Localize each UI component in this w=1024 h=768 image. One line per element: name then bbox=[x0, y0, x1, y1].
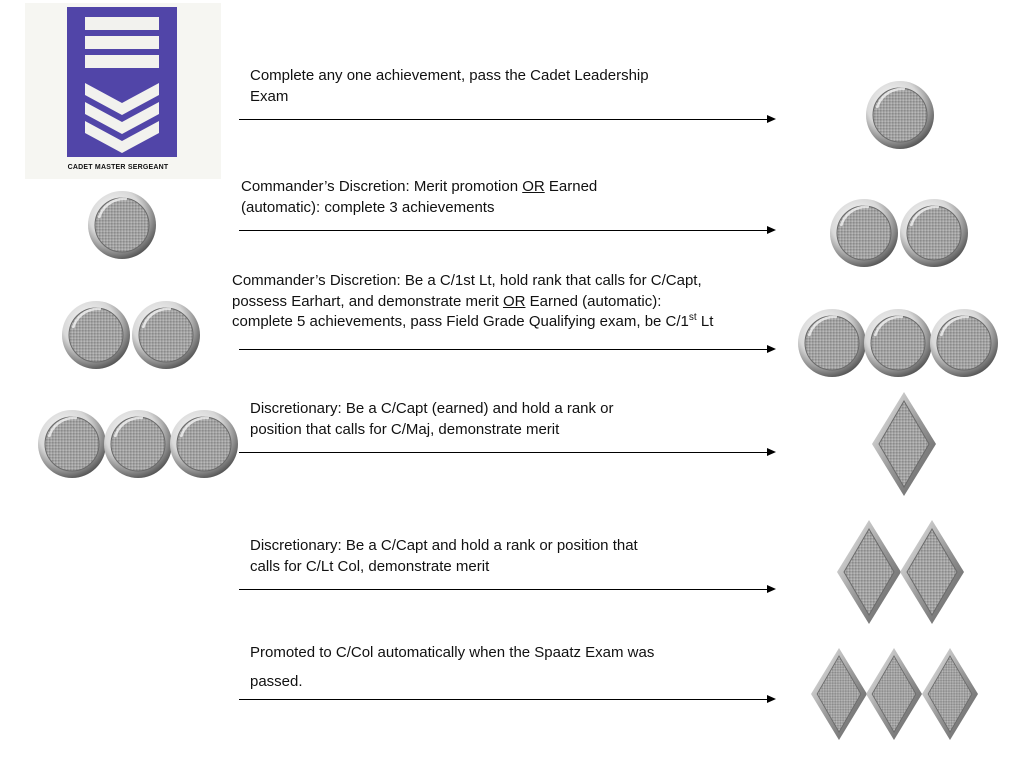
pip-icon bbox=[863, 308, 935, 380]
row-4-line-1: Discretionary: Be a C/Capt (earned) and hold a rank or bbox=[250, 400, 614, 417]
row-5-line-2: calls for C/Lt Col, demonstrate merit bbox=[250, 557, 490, 575]
row-5-line-1: Discretionary: Be a C/Capt and hold a rank or position that bbox=[250, 537, 638, 554]
row-5-arrow bbox=[239, 589, 774, 590]
row-3-arrow bbox=[239, 349, 774, 350]
pip-icon bbox=[87, 190, 159, 262]
pip-icon bbox=[865, 80, 937, 152]
pip-icon bbox=[169, 409, 241, 481]
row-3-line-2-a: possess Earhart, and demonstrate merit bbox=[232, 292, 503, 310]
row-2-text bbox=[241, 177, 597, 218]
master-sergeant-badge bbox=[25, 3, 221, 179]
row-6-line-1: Promoted to C/Col automatically when the Spaatz Exam was bbox=[250, 644, 655, 661]
pip-icon bbox=[103, 409, 175, 481]
pip-icon bbox=[929, 308, 1001, 380]
diamond-icon bbox=[922, 648, 978, 740]
row-3-line-3-a: complete 5 achievements, pass Field Grade Qualifying exam, be C/1 bbox=[232, 313, 689, 330]
pip-icon bbox=[131, 300, 203, 372]
diamond-icon bbox=[837, 520, 901, 624]
master-sergeant-stripes-icon bbox=[25, 3, 221, 179]
row-1-line-1: Complete any one achievement, pass the Cadet Leadership bbox=[250, 67, 649, 84]
diamond-icon bbox=[866, 648, 922, 740]
row-3-line-3-b: Lt bbox=[696, 313, 714, 330]
row-2-arrow bbox=[239, 230, 774, 231]
row-6-text bbox=[250, 638, 654, 696]
row-2-line-2: (automatic): complete 3 achievements bbox=[241, 198, 495, 216]
row-3-or: OR bbox=[502, 292, 526, 310]
pip-icon bbox=[797, 308, 869, 380]
row-1-text bbox=[250, 66, 649, 107]
diamond-icon bbox=[811, 648, 867, 740]
pip-icon bbox=[37, 409, 109, 481]
row-1-line-2: Exam bbox=[250, 87, 289, 105]
row-2-line-1-b: Earned bbox=[544, 178, 598, 195]
diamond-icon bbox=[900, 520, 964, 624]
row-6-arrow bbox=[239, 699, 774, 700]
row-3-superscript: st bbox=[688, 312, 697, 323]
diamond-icon bbox=[872, 392, 936, 496]
pip-icon bbox=[61, 300, 133, 372]
row-4-line-2: position that calls for C/Maj, demonstrate merit bbox=[250, 420, 560, 438]
row-3-line-1: Commander’s Discretion: Be a C/1st Lt, hold rank that calls for C/Capt, bbox=[232, 272, 702, 289]
row-4-arrow bbox=[239, 452, 774, 453]
pip-icon bbox=[829, 198, 901, 270]
row-1-arrow bbox=[239, 119, 774, 120]
row-6-line-2: passed. bbox=[250, 673, 303, 690]
row-3-text bbox=[232, 271, 713, 333]
row-2-or: OR bbox=[522, 178, 545, 195]
row-2-line-1-a: Commander’s Discretion: Merit promotion bbox=[241, 178, 523, 195]
badge-caption: CADET MASTER SERGEANT bbox=[67, 164, 169, 171]
row-3-line-2-b: Earned (automatic): bbox=[525, 292, 662, 310]
row-5-text bbox=[250, 536, 638, 577]
pip-icon bbox=[899, 198, 971, 270]
row-4-text bbox=[250, 399, 614, 440]
